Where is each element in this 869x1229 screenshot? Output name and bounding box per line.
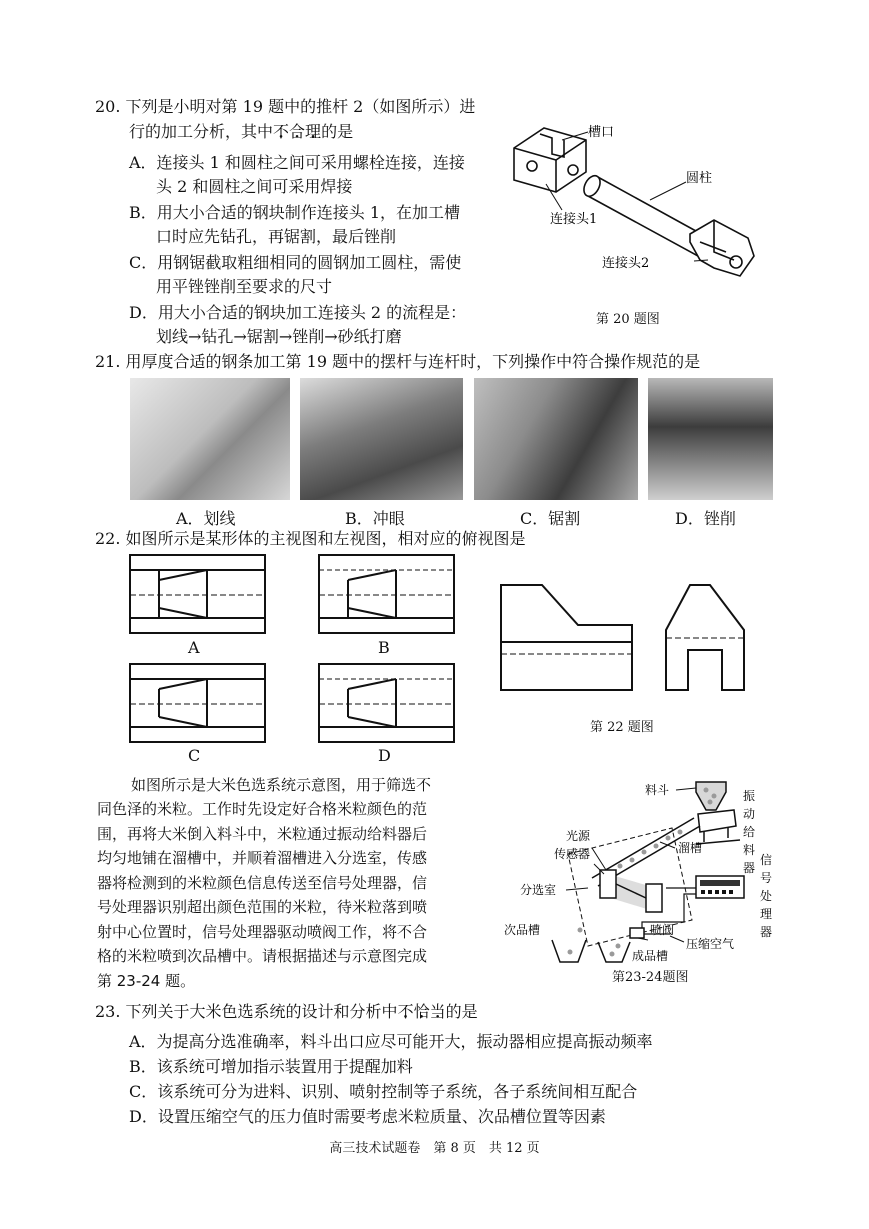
intro-line-7: 射中心位置时，信号处理器驱动喷阀工作，将不合: [97, 923, 428, 941]
top-view-options: [125, 552, 455, 767]
label-slot: 槽口: [588, 125, 615, 140]
figure-20-caption: 第 20 题图: [596, 312, 660, 327]
q21-option-a: A．划线: [176, 509, 236, 528]
photo-sawing: [474, 378, 638, 500]
push-rod-figure: [500, 110, 780, 290]
q21-option-b: B．冲眼: [345, 509, 405, 528]
intro-line-3: 围，再将大米倒入料斗中，米粒通过振动给料器后: [97, 825, 428, 843]
intro-line-4: 均匀地铺在溜槽中，并顺着溜槽进入分选室，传感: [97, 849, 428, 867]
q23-option-b: B．该系统可增加指示装置用于提醒加料: [129, 1057, 413, 1076]
q20-option-c-2: 用平锉锉削至要求的尺寸: [156, 277, 333, 296]
q23-emphasis-1: 不: [397, 1002, 414, 1021]
q21-option-c: C．锯割: [520, 509, 581, 528]
q22-option-d: D: [378, 746, 391, 765]
q22-number: 22.: [95, 529, 121, 548]
intro-line-6: 号处理器识别超出颜色范围的米粒，待米粒落到喷: [97, 898, 428, 916]
q20-option-d-2: 划线→钻孔→锯割→锉削→砂纸打磨: [156, 327, 402, 346]
q21-number: 21.: [95, 352, 121, 371]
q20-option-b-2: 口时应先钻孔，再锯割，最后锉削: [156, 227, 397, 246]
label-room: 分选室: [520, 883, 557, 897]
label-joint2: 连接头2: [602, 256, 650, 271]
label-vibrator-4: 料: [743, 843, 756, 857]
label-vibrator-3: 给: [743, 825, 756, 839]
label-processor-2: 号: [760, 871, 773, 885]
q20-line2: [129, 120, 353, 144]
q22-option-c: C: [188, 746, 201, 765]
q20-emphasis-2: 合: [289, 122, 306, 141]
q21-text: 用厚度合适的钢条加工第 19 题中的摆杆与连杆时，下列操作中符合操作规范的是: [125, 352, 701, 371]
photo-punching: [300, 378, 463, 500]
q23-line: [95, 1000, 478, 1024]
label-vibrator-2: 动: [743, 807, 756, 821]
q21-line: [95, 350, 700, 374]
label-processor-4: 理: [760, 907, 773, 921]
q20-text-2: 行的加工分析，其中: [129, 122, 274, 141]
q23-text-1: 下列关于大米色选系统的设计和分析中: [125, 1002, 398, 1021]
q22-line: [95, 527, 526, 551]
q20-text-3: 的是: [321, 122, 354, 141]
q20-option-d-1: D．用大小合适的钢块加工连接头 2 的流程是：: [129, 303, 467, 322]
q20-option-b-1: B．用大小合适的钢块制作连接头 1，在加工槽: [129, 203, 461, 222]
q22-text: 如图所示是某形体的主视图和左视图，相对应的俯视图是: [125, 529, 526, 548]
photo-filing: [648, 378, 773, 500]
intro-line-1: 如图所示是大米色选系统示意图，用于筛选不: [131, 776, 432, 794]
label-light: 光源: [566, 829, 591, 843]
q23-option-a: A．为提高分选准确率，料斗出口应尽可能开大，振动器相应提高振动频率: [129, 1032, 653, 1051]
q22-option-b: B: [378, 638, 390, 657]
label-vibrator-1: 振: [743, 789, 756, 803]
label-processor-1: 信: [760, 853, 773, 867]
label-vibrator-5: 器: [743, 861, 756, 875]
q23-option-d: D．设置压缩空气的压力值时需要考虑米粒质量、次品槽位置等因素: [129, 1107, 606, 1126]
label-air: 压缩空气: [686, 937, 735, 951]
intro-line-2: 同色泽的米粒。工作时先设定好合格米粒颜色的范: [97, 800, 428, 818]
q20-option-a-2: 头 2 和圆柱之间可采用焊接: [156, 177, 353, 196]
q23-emphasis-3: 当: [429, 1002, 446, 1021]
label-cylinder: 圆柱: [686, 171, 713, 186]
label-chute: 溜槽: [678, 841, 703, 855]
label-defect: 次品槽: [504, 923, 541, 937]
rice-sorter-figure: [500, 770, 790, 970]
intro-line-9: 第 23-24 题。: [97, 972, 196, 990]
label-processor-5: 器: [760, 925, 773, 939]
intro-line-8: 格的米粒喷到次品槽中。请根据描述与示意图完成: [97, 947, 428, 965]
q20-option-c-1: C．用钢锯截取粗细相同的圆钢加工圆柱，需使: [129, 253, 462, 272]
page-footer: 高三技术试题卷 第 8 页 共 12 页: [329, 1141, 540, 1156]
q21-option-d: D．锉削: [675, 509, 736, 528]
q20-text-1: 下列是小明对第 19 题中的推杆 2（如图所示）进: [125, 97, 476, 116]
q20-line1: [95, 95, 475, 119]
intro-line-5: 器将检测到的米粒颜色信息传送至信号处理器，信: [97, 874, 428, 892]
figure-23-24-caption: 第23-24题图: [612, 970, 689, 985]
label-hopper: 料斗: [645, 783, 670, 797]
q23-number: 23.: [95, 1002, 121, 1021]
q20-emphasis-3: 理: [305, 122, 322, 141]
label-valve: 喷阀: [650, 923, 675, 937]
photo-marking: [130, 378, 290, 500]
label-joint1: 连接头1: [550, 212, 598, 227]
q23-emphasis-2: 恰: [413, 1002, 430, 1021]
front-left-views: [498, 580, 758, 695]
figure-22-caption: 第 22 题图: [590, 720, 654, 735]
label-processor-3: 处: [760, 889, 773, 903]
q20-number: 20.: [95, 97, 121, 116]
q20-emphasis-1: 不: [273, 122, 290, 141]
q20-option-a-1: A．连接头 1 和圆柱之间可采用螺栓连接，连接: [129, 153, 465, 172]
label-sensor: 传感器: [554, 847, 591, 861]
q23-text-2: 的是: [445, 1002, 478, 1021]
q22-option-a: A: [188, 638, 200, 657]
label-good: 成品槽: [632, 949, 669, 963]
q23-option-c: C．该系统可分为进料、识别、喷射控制等子系统，各子系统间相互配合: [129, 1082, 638, 1101]
